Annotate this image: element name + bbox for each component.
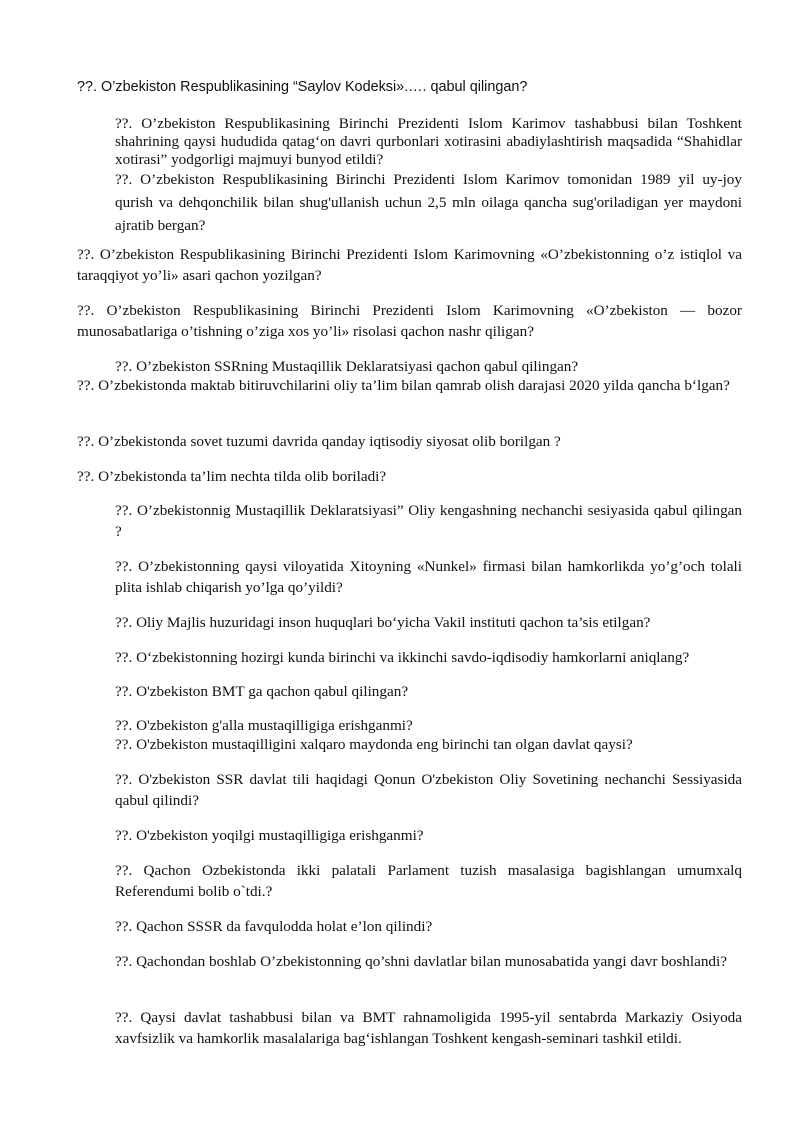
- question-item: ??. O’zbekiston Respublikasining “Saylov Kodeksi».…. qabul qilingan?: [77, 79, 528, 95]
- question-item: ??. O'zbekiston yoqilgi mustaqilligiga erishganmi?: [115, 827, 424, 844]
- question-item: ??. O’zbekiston SSRning Mustaqillik Deklaratsiyasi qachon qabul qilingan?: [115, 358, 579, 375]
- question-item: ??. O'zbekiston SSR davlat tili haqidagi Qonun O'zbekiston Oliy Sovetining nechanchi Sessiyasida qabul qilindi?: [115, 771, 742, 809]
- question-item: ??. O'zbekiston g'alla mustaqilligiga erishganmi?: [115, 717, 413, 734]
- question-item: ??. O’zbekistonnig Mustaqillik Deklaratsiyasi” Oliy kengashning nechanchi sesiyasida qabul qilingan ?: [115, 502, 742, 540]
- question-item: ??. O’zbekistonda sovet tuzumi davrida qanday iqtisodiy siyosat olib borilgan ?: [77, 433, 561, 450]
- question-item: ??. O'zbekiston BMT ga qachon qabul qilingan?: [115, 683, 409, 700]
- question-item: ??. Qachon SSSR da favqulodda holat e’lon qilindi?: [115, 918, 433, 935]
- question-item: ??. O’zbekistonda ta’lim nechta tilda olib boriladi?: [77, 468, 387, 485]
- question-item: ??. O’zbekiston Respublikasining Birinchi Prezidenti Islom Karimov tashabbusi bilan Toshkent shahrining qaysi hududida qatag‘on davri qurbonlari xotirasini abadiylashtirish maqsadida “Shahidlar xotirasi” yodgorligi majmuyi bunyod etildi?: [115, 115, 742, 168]
- question-item: ??. O’zbekiston Respublikasining Birinchi Prezidenti Islom Karimovning «O’zbekiston — bozor munosabatlariga o’tishning o’ziga xos yo’li» risolasi qachon nashr qiligan?: [77, 302, 742, 340]
- question-item: ??. Qachon Ozbekistonda ikki palatali Parlament tuzish masalasiga bagishlangan umumxalq Referendumi bolib o`tdi.?: [115, 862, 742, 900]
- question-item: ??. O‘zbekistonning hozirgi kunda birinchi va ikkinchi savdo-iqdisodiy hamkorlarni aniqlang?: [115, 649, 690, 666]
- question-item: ??. Oliy Majlis huzuridagi inson huquqlari bo‘yicha Vakil instituti qachon ta’sis etilgan?: [115, 614, 651, 631]
- question-item: ??. Qachondan boshlab O’zbekistonning qo’shni davlatlar bilan munosabatida yangi davr boshlandi?: [115, 953, 727, 970]
- question-item: ??. O'zbekiston mustaqilligini xalqaro maydonda eng birinchi tan olgan davlat qaysi?: [115, 736, 633, 753]
- question-item: ??. Qaysi davlat tashabbusi bilan va BMT rahnamoligida 1995-yil sentabrda Markaziy Osiyoda xavfsizlik va hamkorlik masalalariga bag‘ishlangan Toshkent kengash-seminari tashkil etildi.: [115, 1009, 742, 1047]
- question-item: ??. O’zbekiston Respublikasining Birinchi Prezidenti Islom Karimov tomonidan 1989 yil uy-joy qurish va dehqonchilik bilan shug'ullanish uchun 2,5 mln oilaga qancha sug'oriladigan yer maydoni ajratib bergan?: [115, 171, 742, 234]
- question-item: ??. O’zbekistonning qaysi viloyatida Xitoyning «Nunkel» firmasi bilan hamkorlikda yo’g’och tolali plita ishlab chiqarish yo’lga qo’yildi?: [115, 558, 742, 596]
- question-item: ??. O’zbekistonda maktab bitiruvchilarini oliy ta’lim bilan qamrab olish darajasi 2020 yilda qancha b‘lgan?: [77, 377, 730, 394]
- question-item: ??. O’zbekiston Respublikasining Birinchi Prezidenti Islom Karimovning «O’zbekistonning o’z istiqlol va taraqqiyot yo’li» asari qachon yozilgan?: [77, 246, 742, 284]
